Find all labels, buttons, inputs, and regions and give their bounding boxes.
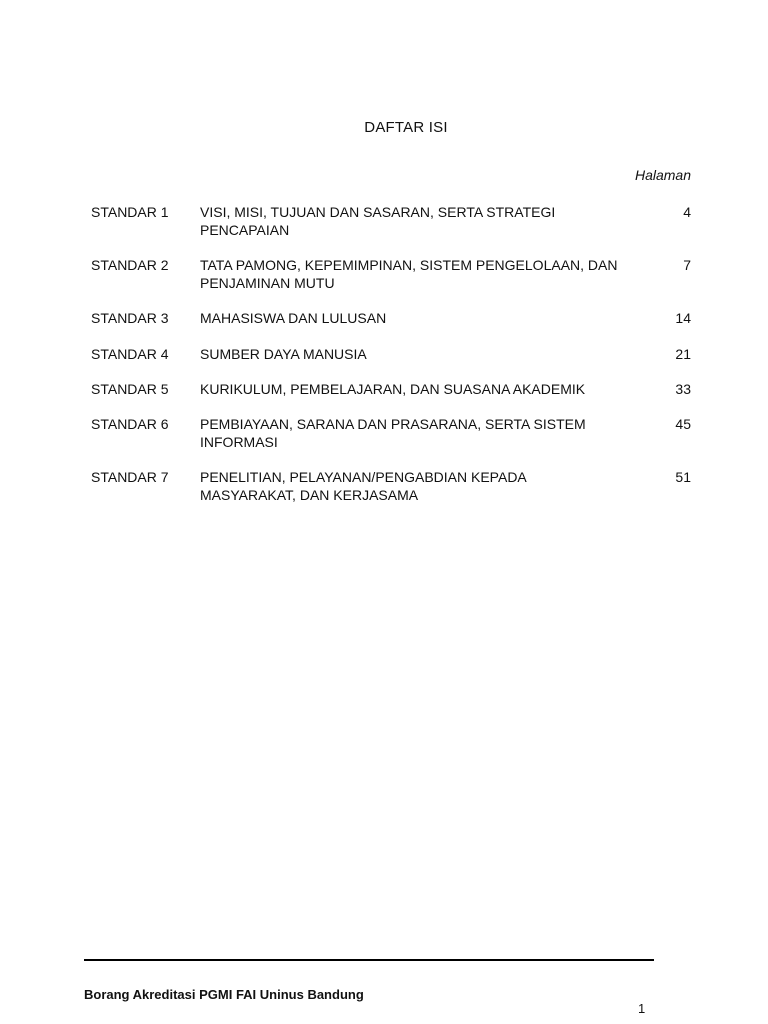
toc-title: PENELITIAN, PELAYANAN/PENGABDIAN KEPADA MASYARAKAT, DAN KERJASAMA [200,469,526,503]
toc-standard: STANDAR 7 [91,469,169,485]
toc-title: PEMBIAYAAN, SARANA DAN PRASARANA, SERTA SISTEM INFORMASI [200,416,586,450]
toc-title: MAHASISWA DAN LULUSAN [200,310,387,326]
toc-standard: STANDAR 5 [91,381,169,397]
toc-row-5 [91,380,691,398]
toc-standard: STANDAR 3 [91,310,169,326]
toc-title: KURIKULUM, PEMBELAJARAN, DAN SUASANA AKADEMIK [200,381,586,397]
toc-standard: STANDAR 6 [91,416,169,432]
document-title: DAFTAR ISI [364,119,448,136]
toc-row-1 [91,203,691,239]
toc-row-4 [91,345,691,363]
toc-title: SUMBER DAYA MANUSIA [200,346,367,362]
toc-row-2 [91,256,691,292]
toc-standard: STANDAR 1 [91,204,169,220]
page-column-header: Halaman [634,167,691,183]
toc-title: VISI, MISI, TUJUAN DAN SASARAN, SERTA STRATEGI PENCAPAIAN [200,204,556,238]
table-of-contents [91,203,691,504]
toc-title: TATA PAMONG, KEPEMIMPINAN, SISTEM PENGELOLAAN, DAN PENJAMINAN MUTU [200,257,618,291]
footer-text: Borang Akreditasi PGMI FAI Uninus Bandung [84,987,364,1002]
toc-standard: STANDAR 4 [91,346,169,362]
toc-row-7 [91,468,691,504]
page-number: 1 [638,1001,646,1016]
toc-page: 21 [675,346,691,362]
toc-page: 45 [675,416,691,432]
toc-row-6 [91,415,691,451]
toc-page: 33 [675,381,691,397]
toc-page: 4 [683,204,691,220]
toc-row-3 [91,309,691,327]
toc-standard: STANDAR 2 [91,257,169,273]
footer-divider [84,959,654,961]
toc-page: 14 [675,310,691,326]
toc-page: 51 [675,469,691,485]
toc-page: 7 [683,257,691,273]
